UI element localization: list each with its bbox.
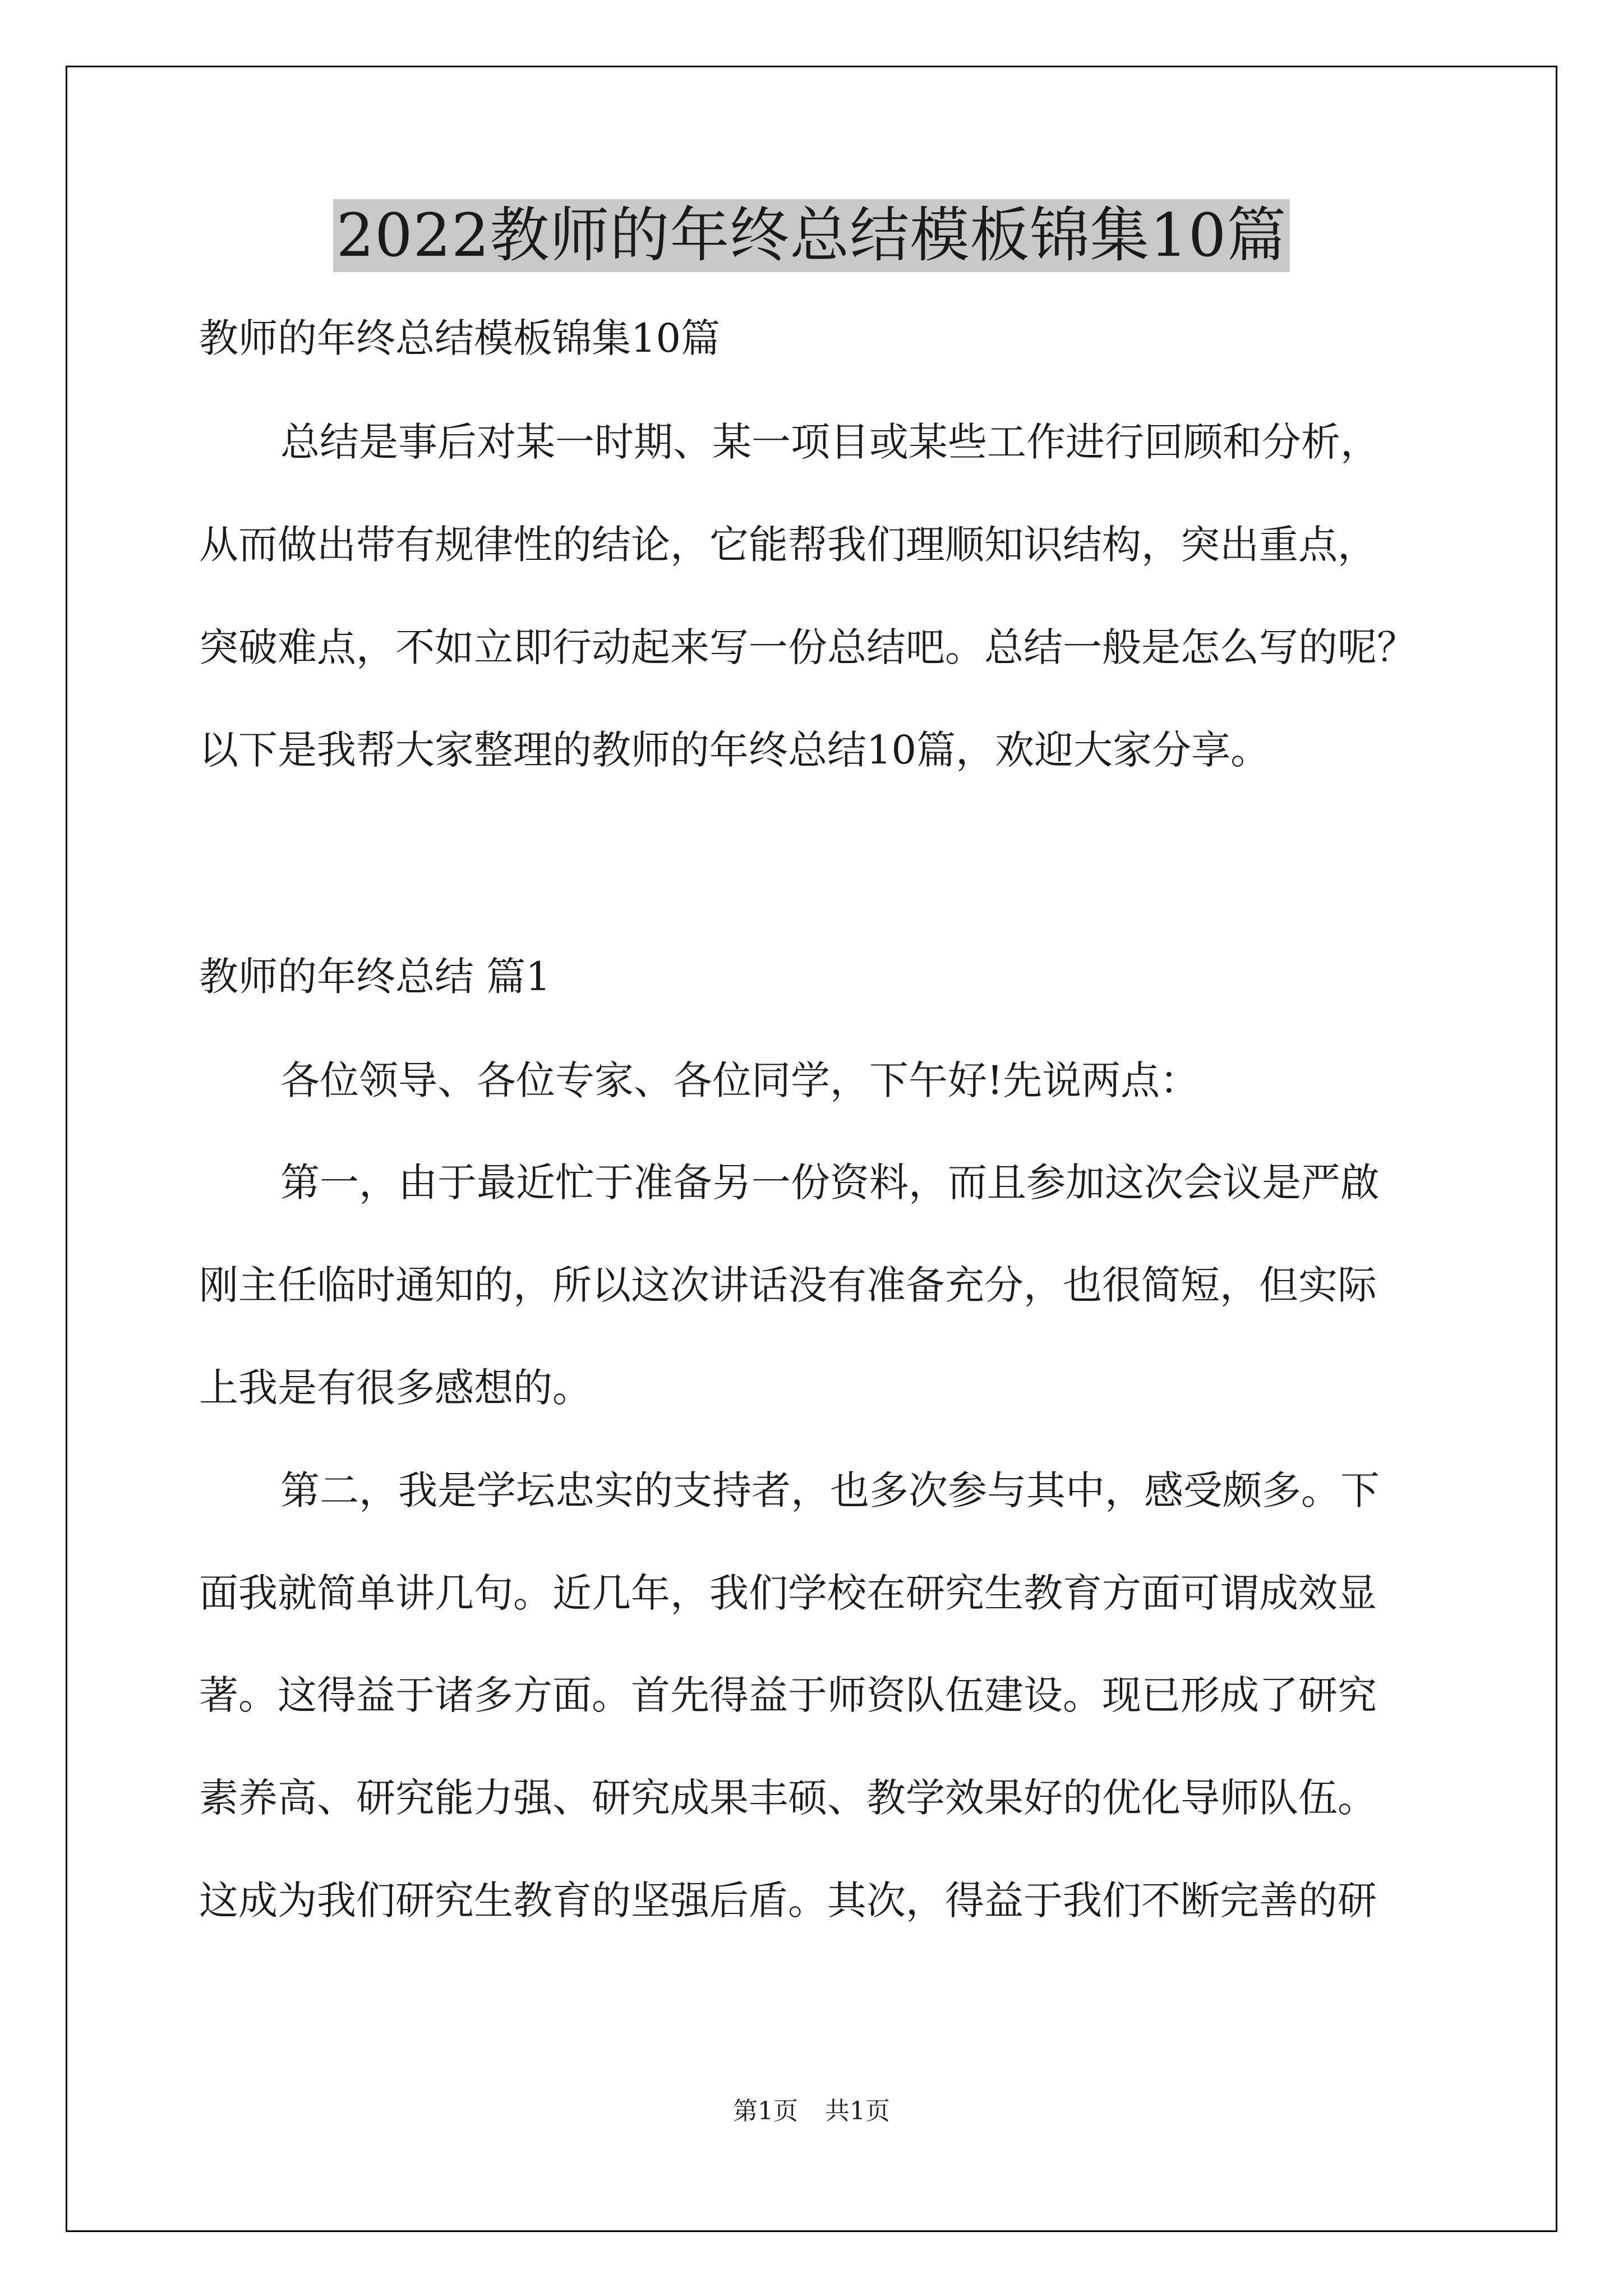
body-line-5: 第二，我是学坛忠实的支持者，也多次参与其中，感受颇多。下: [280, 1467, 1380, 1513]
body-line-6: 面我就简单讲几句。近几年，我们学校在研究生教育方面可谓成效显: [199, 1570, 1377, 1616]
body-line-3: 刚主任临时通知的，所以这次讲话没有准备充分，也很简短，但实际: [199, 1262, 1377, 1308]
body-line-7: 著。这得益于诸多方面。首先得益于师资队伍建设。现已形成了研究: [199, 1672, 1377, 1718]
intro-line-2: 从而做出带有规律性的结论，它能帮我们理顺知识结构，突出重点，: [199, 522, 1377, 568]
document-subtitle: 教师的年终总结模板锦集10篇: [199, 315, 721, 361]
body-line-8: 素养高、研究能力强、研究成果丰硕、教学效果好的优化导师队伍。: [199, 1775, 1377, 1821]
page-total: 共1页: [825, 2097, 890, 2125]
section-heading: 教师的年终总结 篇1: [199, 954, 551, 1000]
title-container: [0, 199, 1623, 272]
intro-line-1: 总结是事后对某一时期、某一项目或某些工作进行回顾和分析，: [280, 419, 1380, 465]
document-title: 2022教师的年终总结模板锦集10篇: [333, 199, 1290, 272]
intro-line-4: 以下是我帮大家整理的教师的年终总结10篇，欢迎大家分享。: [199, 727, 1270, 773]
page-footer: [0, 2096, 1623, 2127]
body-line-9: 这成为我们研究生教育的坚强后盾。其次，得益于我们不断完善的研: [199, 1878, 1377, 1924]
page-number: 第1页: [733, 2097, 798, 2125]
body-line-1: 各位领导、各位专家、各位同学，下午好!先说两点：: [280, 1057, 1200, 1103]
intro-line-3: 突破难点，不如立即行动起来写一份总结吧。总结一般是怎么写的呢？: [199, 624, 1416, 670]
body-line-2: 第一，由于最近忙于准备另一份资料，而且参加这次会议是严啟: [280, 1159, 1380, 1205]
body-line-4: 上我是有很多感想的。: [199, 1365, 592, 1411]
